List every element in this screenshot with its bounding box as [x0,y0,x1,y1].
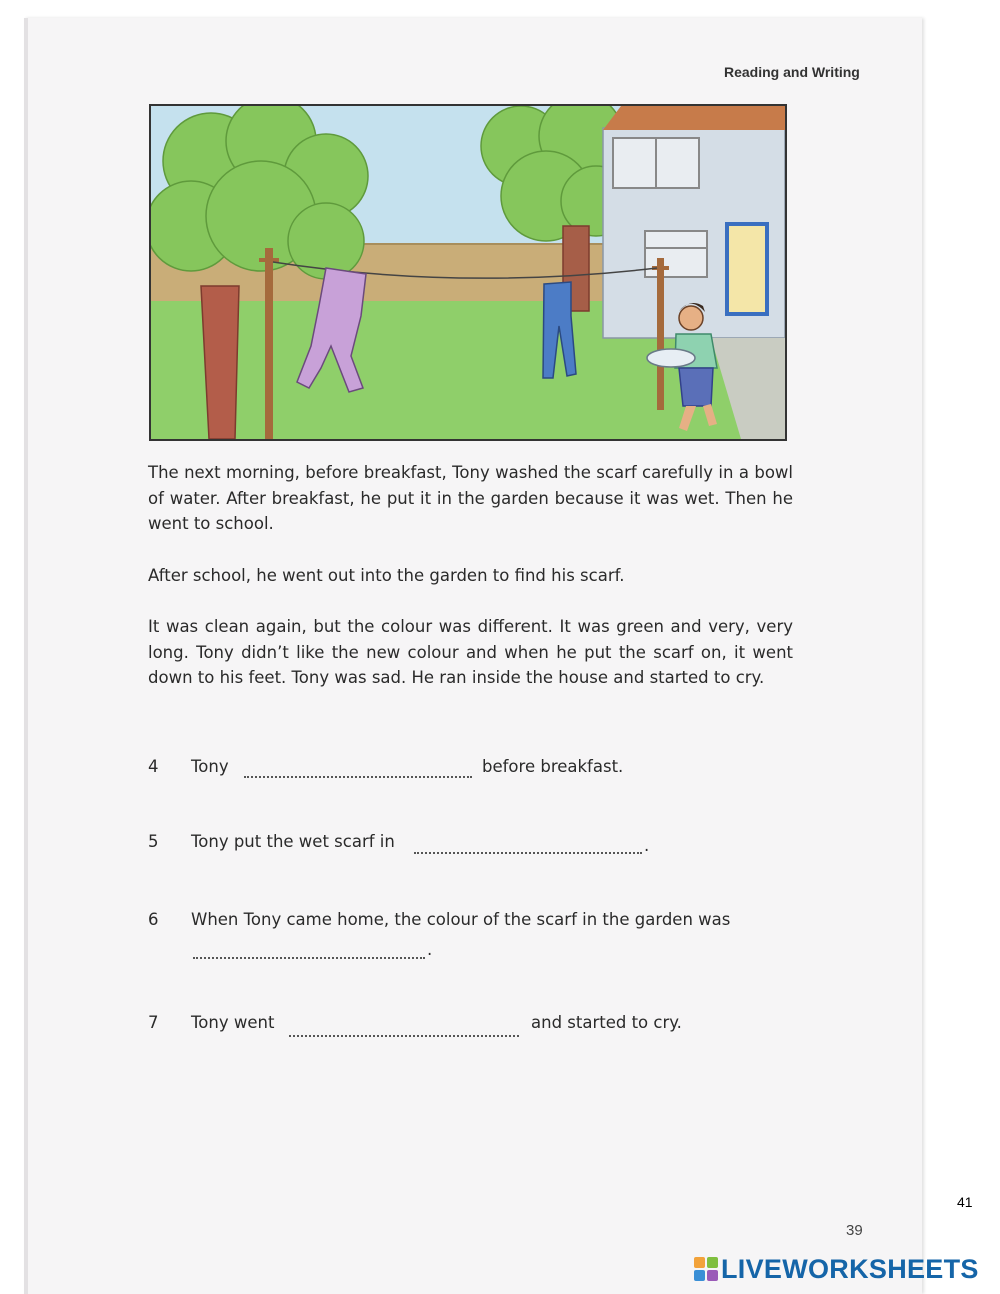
answer-blank-5[interactable] [414,851,642,854]
sheet-number: 41 [957,1194,973,1210]
answer-blank-6[interactable] [193,956,425,959]
brand-name: LIVEWORKSHEETS [721,1253,979,1284]
garden-illustration [149,104,787,441]
question-number: 5 [148,832,159,851]
page-number: 39 [846,1222,863,1239]
liveworksheets-brand[interactable] [694,1253,979,1285]
story-paragraph-2: After school, he went out into the garden to find his scarf. [148,566,625,585]
question-text-before: When Tony came home, the colour of the scarf in the garden was [191,910,731,929]
question-text-before: Tony put the wet scarf in [191,832,395,851]
question-text-before: Tony went [191,1013,275,1032]
liveworksheets-logo-icon [694,1257,718,1281]
answer-blank-4[interactable] [244,775,472,778]
story-paragraph-1: The next morning, before breakfast, Tony washed the scarf carefully in a bowl of water. After breakfast, he put it in the garden because it was wet. Then he went to school. [148,463,793,533]
question-number: 6 [148,910,159,929]
garden-scene-image [151,106,785,439]
section-title: Reading and Writing [724,64,860,80]
question-text-after: . [644,836,650,855]
answer-blank-7[interactable] [289,1034,519,1037]
question-text-before: Tony [191,757,229,776]
story-paragraph-3: It was clean again, but the colour was different. It was green and very, very long. Tony didn’t like the new colour and when he put the scarf on, it went down to his feet. Tony was sad. He ran inside the house and started to cry. [148,617,793,687]
question-text-after: and started to cry. [531,1013,682,1032]
question-text-after: before breakfast. [482,757,624,776]
question-number: 4 [148,757,159,776]
question-number: 7 [148,1013,159,1032]
question-text-after: . [427,940,433,959]
